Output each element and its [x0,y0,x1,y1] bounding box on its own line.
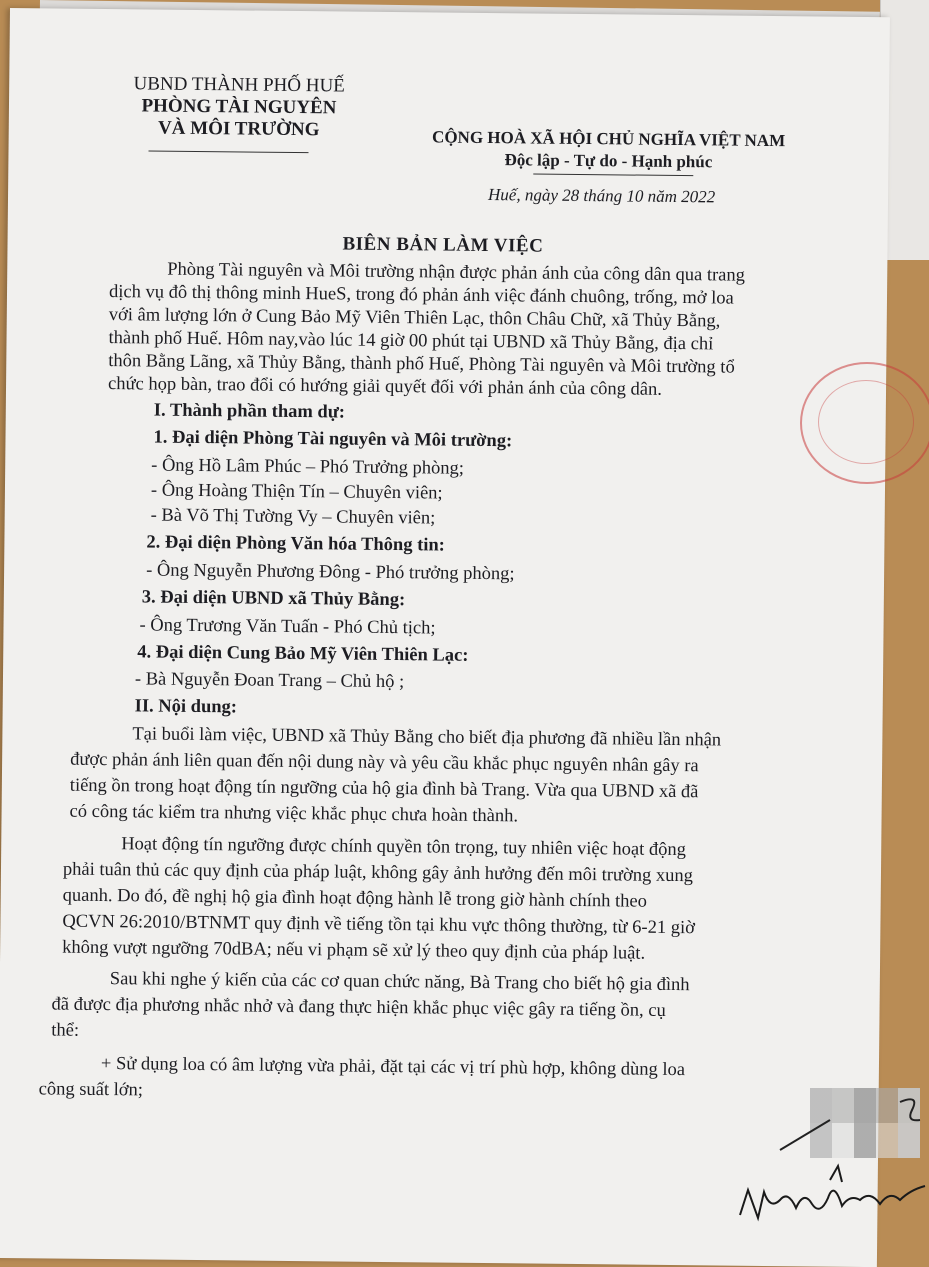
handwritten-signature [730,1160,929,1240]
document-title: BIÊN BẢN LÀM VIỆC [342,233,544,257]
member-line: - Ông Hoàng Thiện Tín – Chuyên viên; [150,480,443,504]
content-line: có công tác kiểm tra nhưng việc khắc phục chưa hoàn thành. [69,801,519,827]
agency-line-1: UBND THÀNH PHỐ HUẾ [133,73,345,97]
member-line: - Ông Hồ Lâm Phúc – Phó Trưởng phòng; [151,455,465,479]
content-line: Sau khi nghe ý kiến của các cơ quan chức năng, Bà Trang cho biết hộ gia đình [109,969,690,996]
group-heading: 2. Đại diện Phòng Văn hóa Thông tin: [146,532,445,556]
section-1-heading: I. Thành phần tham dự: [153,400,346,423]
member-line: - Bà Võ Thị Tường Vy – Chuyên viên; [150,505,436,529]
content-line: + Sử dụng loa có âm lượng vừa phải, đặt tại các vị trí phù hợp, không dùng loa [100,1054,686,1081]
content-line: tiếng ồn trong hoạt động tín ngưỡng của hộ gia đình bà Trang. Vừa qua UBND xã đã [69,775,699,803]
intro-line: dịch vụ đô thị thông minh HueS, trong đó phản ánh việc đánh chuông, trống, mở loa [108,282,734,309]
group-heading: 1. Đại diện Phòng Tài nguyên và Môi trường: [153,427,513,452]
content-line: đã được địa phương nhắc nhở và đang thực hiện khắc phục việc gây ra tiếng ồn, cụ [51,994,666,1021]
agency-line-2: PHÒNG TÀI NGUYÊN [141,95,337,119]
intro-line: với âm lượng lớn ở Cung Bảo Mỹ Viên Thiên Lạc, thôn Châu Chữ, xã Thủy Bằng, [108,305,721,332]
country-name: CỘNG HOÀ XÃ HỘI CHỦ NGHĨA VIỆT NAM [432,127,786,151]
content-line: phải tuân thủ các quy định của pháp luật, không gây ảnh hưởng đến môi trường xung [62,859,694,887]
group-heading: 4. Đại diện Cung Bảo Mỹ Viên Thiên Lạc: [137,642,469,666]
content-line: công suất lớn; [38,1079,144,1101]
intro-line: Phòng Tài nguyên và Môi trường nhận được phản ánh của công dân qua trang [167,259,746,286]
document-sheet [0,8,890,1267]
content-line: QCVN 26:2010/BTNMT quy định về tiếng tồn tại khu vực thông thường, từ 6-21 giờ [62,911,696,939]
issuing-agency [109,73,370,142]
member-line: - Ông Nguyễn Phương Đông - Phó trưởng phòng; [146,560,515,585]
section-2-heading: II. Nội dung: [134,696,238,718]
intro-line: thành phố Huế. Hôm nay,vào lúc 14 giờ 00 phút tại UBND xã Thủy Bằng, địa chỉ [108,328,714,355]
agency-line-3: VÀ MÔI TRƯỜNG [157,117,320,141]
agency-underline [149,150,309,153]
member-line: - Bà Nguyễn Đoan Trang – Chủ hộ ; [134,669,405,693]
intro-line: chức họp bàn, trao đổi có hướng giải quyết đối với phản ánh của công dân. [107,374,663,400]
content-line: không vượt ngưỡng 70dBA; nếu vi phạm sẽ xử lý theo quy định của pháp luật. [62,937,646,964]
content-line: Hoạt động tín ngưỡng được chính quyền tôn trọng, tuy nhiên việc hoạt động [121,834,687,861]
member-line: - Ông Trương Văn Tuấn - Phó Chủ tịch; [139,615,436,639]
motto-underline [533,173,693,176]
handwritten-mark [760,1090,929,1160]
content-line: Tại buổi làm việc, UBND xã Thủy Bằng cho biết địa phương đã nhiều lần nhận [132,724,722,751]
group-heading: 3. Đại diện UBND xã Thủy Bằng: [141,587,406,611]
content-line: thể: [51,1020,80,1041]
content-line: quanh. Do đó, đề nghị hộ gia đình hoạt động hành lễ trong giờ hành chính theo [62,885,647,912]
national-motto [408,126,808,174]
document-date: Huế, ngày 28 tháng 10 năm 2022 [487,185,716,207]
content-line: được phản ánh liên quan đến nội dung này và yêu cầu khắc phục nguyên nhân gây ra [70,749,699,777]
motto: Độc lập - Tự do - Hạnh phúc [504,150,713,172]
official-stamp-inner-ring [818,380,914,464]
intro-line: thôn Bằng Lãng, xã Thủy Bằng, thành phố Huế, Phòng Tài nguyên và Môi trường tổ [108,351,735,378]
